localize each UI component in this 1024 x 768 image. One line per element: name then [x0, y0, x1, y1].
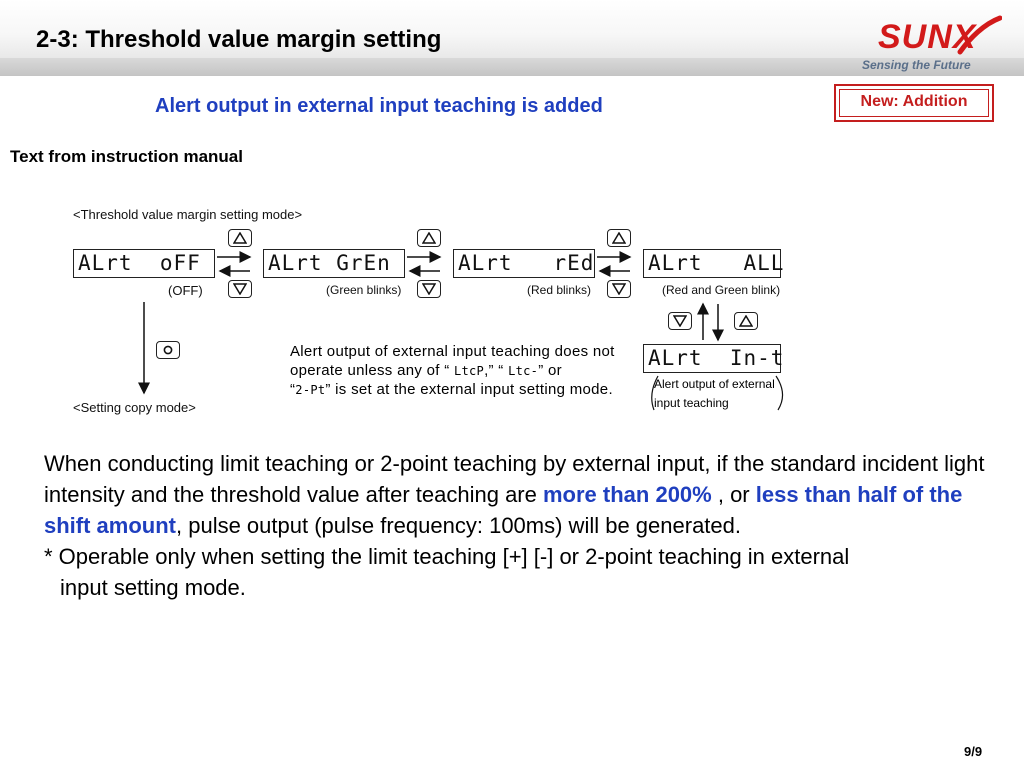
body-note-line-1: * Operable only when setting the limit teaching [+] [-] or 2-point teaching in external	[44, 544, 850, 569]
setting-copy-mode: <Setting copy mode>	[73, 400, 196, 415]
up-arrow-key-icon	[612, 232, 626, 244]
slide-title: 2-3: Threshold value margin setting	[36, 26, 442, 53]
caption-red-blinks: (Red blinks)	[527, 283, 592, 297]
manual-label: Text from instruction manual	[10, 147, 243, 166]
bubble-line-2: input teaching	[654, 396, 729, 410]
bubble-line-1: Alert output of external	[654, 377, 775, 391]
up-key-button-2	[417, 229, 441, 247]
note-text: ,” “	[484, 362, 509, 379]
display-alert-red: ALrt rEd	[453, 249, 595, 278]
up-arrow-key-icon	[739, 315, 753, 327]
note-line-1: Alert output of external input teaching does not	[290, 343, 615, 360]
down-key-button-2	[417, 280, 441, 298]
up-arrow-key-icon	[233, 232, 247, 244]
mode-key-button	[156, 341, 180, 359]
highlight-less-than-half: less than half of the shift amount	[44, 482, 963, 538]
body-text	[44, 448, 1014, 603]
note-text: ” is set at the external input setting mode.	[325, 381, 613, 398]
up-arrow-key-icon	[422, 232, 436, 244]
logo-word: SUNX	[878, 18, 977, 56]
display-alert-green: ALrt GrEn	[263, 249, 405, 278]
page-number: 9/9	[964, 744, 983, 759]
highlight-more-than-200: more than 200%	[543, 482, 712, 507]
note-text: ” or	[538, 362, 562, 379]
down-key-button-4	[668, 312, 692, 330]
code-ltcp: LtcP	[453, 364, 485, 378]
note-line-3	[290, 381, 613, 399]
up-key-button-1	[228, 229, 252, 247]
body-text-segment: , pulse output (pulse frequency: 100ms) will be generated.	[176, 513, 741, 538]
mode-key-icon	[161, 344, 175, 356]
caption-off: (OFF)	[168, 283, 203, 298]
threshold-mode-title: <Threshold value margin setting mode>	[73, 207, 303, 222]
display-alert-off: ALrt oFF	[73, 249, 215, 278]
up-key-button-3	[607, 229, 631, 247]
sunx-logo	[862, 18, 1002, 76]
down-key-button-3	[607, 280, 631, 298]
slide-subtitle: Alert output in external input teaching is added	[155, 95, 603, 117]
note-text: “	[290, 381, 296, 398]
mode-diagram	[60, 200, 800, 425]
down-arrow-key-icon	[673, 315, 687, 327]
logo-swoosh-icon	[956, 14, 1002, 56]
body-paragraph-1	[44, 448, 1014, 541]
caption-green-blinks: (Green blinks)	[326, 283, 402, 297]
down-arrow-key-icon	[612, 283, 626, 295]
body-text-segment: , or	[711, 482, 756, 507]
display-alert-all: ALrt ALL	[643, 249, 781, 278]
down-arrow-key-icon	[422, 283, 436, 295]
down-arrow-key-icon	[233, 283, 247, 295]
down-key-button-1	[228, 280, 252, 298]
badge-label: New: Addition	[860, 93, 968, 110]
body-text-segment: When conducting limit teaching or 2-point teaching by external input, if the standard incident light intensity and the threshold value after teaching are	[44, 451, 985, 507]
up-key-button-4	[734, 312, 758, 330]
note-text: operate unless any of “	[290, 362, 454, 379]
caption-red-green-blink: (Red and Green blink)	[662, 283, 781, 297]
code-2pt: 2-Pt	[295, 383, 326, 397]
code-ltc-minus: Ltc-	[508, 364, 539, 378]
note-line-2	[290, 362, 562, 380]
display-alert-input-teaching: ALrt In-t	[643, 344, 781, 373]
new-addition-badge	[834, 84, 994, 122]
logo-tagline: Sensing the Future	[862, 58, 971, 72]
body-note-line-2: input setting mode.	[60, 575, 246, 600]
